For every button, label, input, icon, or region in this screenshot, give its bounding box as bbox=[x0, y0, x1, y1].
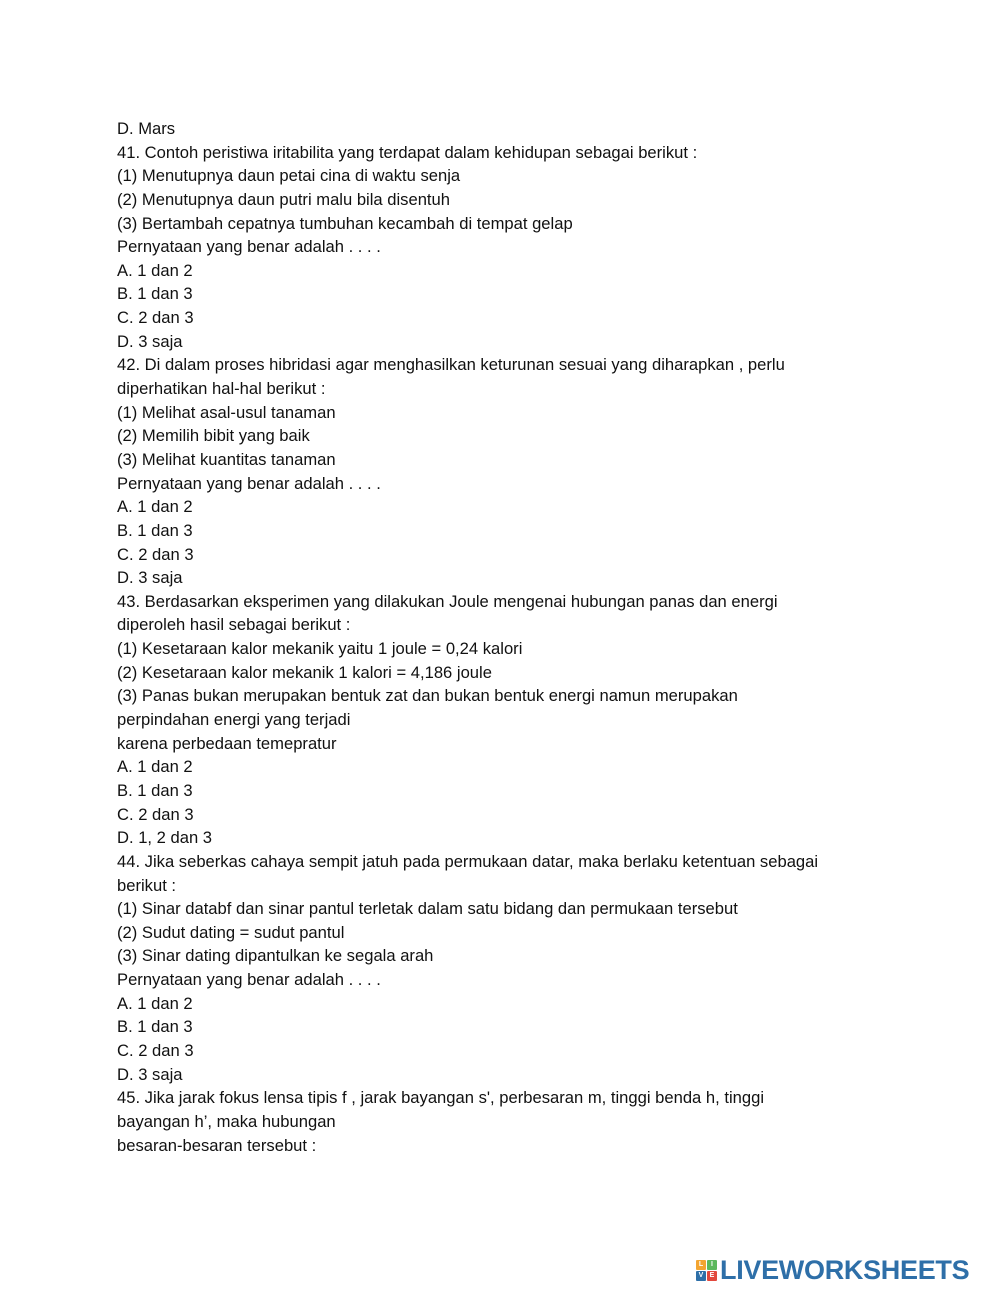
logo-block: E bbox=[707, 1271, 717, 1281]
text-line: karena perbedaan temepratur bbox=[117, 733, 337, 753]
logo-block: V bbox=[696, 1271, 706, 1281]
logo-text: LIVEWORKSHEETS bbox=[720, 1254, 970, 1285]
text-line: diperhatikan hal-hal berikut : bbox=[117, 379, 326, 399]
text-line: 45. Jika jarak fokus lensa tipis f , jarak bayangan s', perbesaran m, tinggi benda h, tinggi bbox=[117, 1088, 765, 1108]
text-line: B. 1 dan 3 bbox=[117, 520, 193, 540]
text-line: D. Mars bbox=[117, 119, 176, 138]
text-line: C. 2 dan 3 bbox=[117, 804, 194, 824]
text-line: (2) Memilih bibit yang baik bbox=[117, 426, 310, 446]
logo-icon bbox=[696, 1260, 717, 1281]
text-line: A. 1 dan 2 bbox=[117, 497, 193, 517]
text-line: B. 1 dan 3 bbox=[117, 284, 193, 304]
text-line: C. 2 dan 3 bbox=[117, 544, 194, 564]
text-line: (1) Kesetaraan kalor mekanik yaitu 1 joule = 0,24 kalori bbox=[117, 639, 523, 659]
text-line: Pernyataan yang benar adalah . . . . bbox=[117, 473, 381, 493]
text-line: 43. Berdasarkan eksperimen yang dilakukan Joule mengenai hubungan panas dan energi bbox=[117, 591, 778, 611]
text-line: D. 3 saja bbox=[117, 331, 183, 351]
logo-block: I bbox=[707, 1260, 717, 1270]
text-line: (3) Sinar dating dipantulkan ke segala arah bbox=[117, 946, 434, 966]
text-line: D. 3 saja bbox=[117, 568, 183, 588]
text-line: Pernyataan yang benar adalah . . . . bbox=[117, 237, 381, 257]
text-line: 44. Jika seberkas cahaya sempit jatuh pada permukaan datar, maka berlaku ketentuan sebagai bbox=[117, 851, 819, 871]
text-line: diperoleh hasil sebagai berikut : bbox=[117, 615, 351, 635]
text-line: berikut : bbox=[117, 875, 177, 895]
text-line: A. 1 dan 2 bbox=[117, 993, 193, 1013]
text-line: (1) Sinar databf dan sinar pantul terletak dalam satu bidang dan permukaan tersebut bbox=[117, 899, 738, 919]
text-line: 42. Di dalam proses hibridasi agar menghasilkan keturunan sesuai yang diharapkan , perlu bbox=[117, 355, 785, 375]
text-line: 41. Contoh peristiwa iritabilita yang terdapat dalam kehidupan sebagai berikut : bbox=[117, 142, 698, 162]
text-line: (3) Panas bukan merupakan bentuk zat dan bukan bentuk energi namun merupakan bbox=[117, 686, 738, 706]
question-text bbox=[117, 117, 877, 1157]
text-line: (1) Menutupnya daun petai cina di waktu senja bbox=[117, 166, 461, 186]
text-line: besaran-besaran tersebut : bbox=[117, 1135, 317, 1155]
text-line: B. 1 dan 3 bbox=[117, 1017, 193, 1037]
text-line: (3) Melihat kuantitas tanaman bbox=[117, 449, 336, 469]
text-line: perpindahan energi yang terjadi bbox=[117, 710, 351, 730]
text-line: (2) Kesetaraan kalor mekanik 1 kalori = 4,186 joule bbox=[117, 662, 492, 682]
text-line: (3) Bertambah cepatnya tumbuhan kecambah di tempat gelap bbox=[117, 213, 573, 233]
logo-block: L bbox=[696, 1260, 706, 1270]
text-line: bayangan h’, maka hubungan bbox=[117, 1111, 336, 1131]
text-line: (2) Menutupnya daun putri malu bila disentuh bbox=[117, 189, 451, 209]
liveworksheets-logo bbox=[696, 1255, 969, 1285]
text-line: Pernyataan yang benar adalah . . . . bbox=[117, 970, 381, 990]
text-line: D. 1, 2 dan 3 bbox=[117, 828, 213, 848]
text-line: A. 1 dan 2 bbox=[117, 260, 193, 280]
text-line: A. 1 dan 2 bbox=[117, 757, 193, 777]
text-line: (1) Melihat asal-usul tanaman bbox=[117, 402, 336, 422]
text-line: (2) Sudut dating = sudut pantul bbox=[117, 922, 345, 942]
text-line: D. 3 saja bbox=[117, 1064, 183, 1084]
text-line: C. 2 dan 3 bbox=[117, 1040, 194, 1060]
text-line: B. 1 dan 3 bbox=[117, 780, 193, 800]
text-line: C. 2 dan 3 bbox=[117, 308, 194, 328]
